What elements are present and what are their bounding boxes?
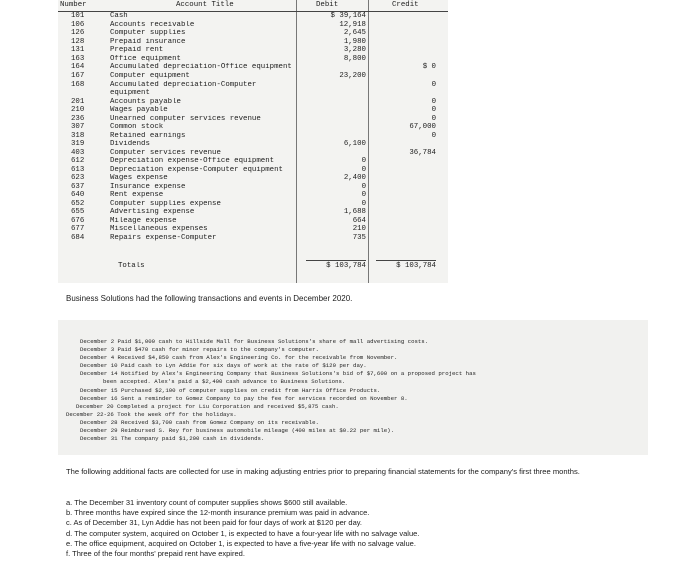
- account-number: 655: [71, 208, 85, 216]
- additional-fact: d. The computer system, acquired on October 1, is expected to have a four-year life with no salvage value.: [66, 528, 420, 538]
- account-title: Accounts payable: [110, 97, 181, 106]
- account-number: 613: [71, 165, 85, 174]
- account-number: 319: [71, 140, 85, 148]
- credit-amount: $ 0: [422, 63, 436, 71]
- transactions-title: Business Solutions had the following transactions and events in December 2020.: [66, 294, 353, 303]
- account-number: 637: [71, 182, 85, 191]
- debit-amount: 23,200: [339, 71, 366, 80]
- account-title: Miscellaneous expenses: [110, 225, 208, 233]
- transaction-line: December 29 Reimbursed S. Rey for business automobile mileage (400 miles at $0.22 per mile).: [80, 427, 395, 434]
- account-number: 131: [71, 46, 85, 54]
- credit-amount: 0: [431, 106, 436, 114]
- account-number: 201: [71, 97, 85, 106]
- transaction-line: December 16 Sent a reminder to Gomez Company to pay the fee for services recorded on November 8.: [80, 395, 408, 402]
- account-title: Insurance expense: [110, 182, 186, 191]
- debit-amount: 0: [361, 157, 366, 165]
- debit-amount: 6,100: [343, 140, 366, 148]
- account-title: Accumulated depreciation-Office equipment: [110, 63, 292, 71]
- account-number: 677: [71, 225, 85, 233]
- trial-balance-table: [58, 0, 448, 283]
- transaction-line: been accepted. Alex's paid a $2,400 cash advance to Business Solutions.: [103, 378, 346, 385]
- credit-amount: 36,784: [409, 148, 436, 157]
- account-number: 164: [71, 63, 85, 71]
- debit-amount: 2,400: [343, 174, 366, 182]
- debit-amount: 735: [352, 233, 366, 242]
- transaction-line: December 14 Notified by Alex's Engineering Company that Business Solutions's bid of $7,600 on a proposed project has: [80, 370, 476, 377]
- debit-amount: 12,918: [339, 20, 366, 29]
- account-title: Dividends: [110, 140, 150, 148]
- transaction-line: December 2 Paid $1,000 cash to Hillside Mall for Business Solutions's share of mall advertising costs.: [80, 338, 429, 345]
- account-number: 403: [71, 148, 85, 157]
- account-title: Advertising expense: [110, 208, 195, 216]
- account-number: 684: [71, 233, 85, 242]
- account-number: 307: [71, 123, 85, 131]
- additional-facts-intro: The following additional facts are collected for use in making adjusting entries prior to preparing financial statements for the company's first three months.: [66, 467, 580, 476]
- additional-fact: e. The office equipment, acquired on October 1, is expected to have a five-year life with no salvage value.: [66, 538, 416, 548]
- debit-amount: 3,280: [343, 46, 366, 54]
- transaction-line: December 3 Paid $470 cash for minor repairs to the company's computer.: [80, 346, 319, 353]
- debit-amount: 0: [361, 182, 366, 191]
- transaction-line: December 28 Received $3,700 cash from Gomez Company on its receivable.: [80, 419, 319, 426]
- account-title: Computer services revenue: [110, 148, 221, 157]
- credit-total-rule: [376, 260, 436, 261]
- account-title: Prepaid insurance: [110, 37, 186, 46]
- table-header: [58, 1, 448, 10]
- account-title: Common stock: [110, 123, 164, 131]
- credit-amount: 0: [431, 114, 436, 123]
- additional-fact: c. As of December 31, Lyn Addie has not been paid for four days of work at $120 per day.: [66, 518, 363, 528]
- header-credit: Credit: [392, 1, 419, 9]
- account-number: 106: [71, 20, 85, 29]
- account-number: 163: [71, 54, 85, 63]
- account-number: 236: [71, 114, 85, 123]
- table-row: [58, 262, 448, 271]
- account-title: Cash: [110, 12, 128, 20]
- account-title: equipment: [110, 89, 150, 97]
- account-number: 623: [71, 174, 85, 182]
- header-account-title: Account Title: [176, 1, 234, 9]
- account-title: Office equipment: [110, 54, 181, 63]
- table-row: [58, 234, 448, 243]
- additional-fact: f. Three of the four months' prepaid rent have expired.: [66, 549, 245, 559]
- account-title: Computer supplies expense: [110, 199, 221, 208]
- debit-amount: $ 39,164: [330, 12, 366, 20]
- account-title: Totals: [118, 262, 145, 270]
- header-debit: Debit: [316, 1, 339, 9]
- additional-facts-list: [66, 498, 419, 559]
- account-title: Depreciation expense-Computer equipment: [110, 165, 283, 174]
- account-number: 640: [71, 191, 85, 199]
- transaction-line: December 20 Completed a project for Liu Corporation and received $5,875 cash.: [76, 403, 339, 410]
- transaction-line: December 10 Paid cash to Lyn Addie for six days of work at the rate of $120 per day.: [80, 362, 367, 369]
- debit-amount: $ 103,784: [326, 262, 366, 270]
- account-title: Repairs expense-Computer: [110, 233, 217, 242]
- account-title: Retained earnings: [110, 131, 186, 140]
- account-number: 652: [71, 199, 85, 208]
- account-number: 612: [71, 157, 85, 165]
- account-title: Mileage expense: [110, 216, 177, 225]
- account-title: Computer supplies: [110, 29, 186, 37]
- transaction-line: December 31 The company paid $1,200 cash in dividends.: [80, 435, 265, 442]
- credit-amount: $ 103,784: [396, 262, 436, 270]
- transaction-line: December 15 Purchased $2,100 of computer supplies on credit from Harris Office Products.: [80, 387, 381, 394]
- debit-amount: 1,688: [343, 208, 366, 216]
- account-number: 210: [71, 106, 85, 114]
- debit-amount: 664: [352, 216, 366, 225]
- account-title: Unearned computer services revenue: [110, 114, 261, 123]
- account-number: 101: [71, 12, 85, 20]
- debit-amount: 1,980: [343, 37, 366, 46]
- account-number: 676: [71, 216, 85, 225]
- header-number: Number: [60, 1, 87, 9]
- transactions-photo: [58, 320, 648, 455]
- account-title: Prepaid rent: [110, 46, 164, 54]
- account-title: Accumulated depreciation-Computer: [110, 81, 257, 89]
- credit-amount: 0: [431, 131, 436, 140]
- account-title: Accounts receivable: [110, 20, 195, 29]
- account-number: 126: [71, 29, 85, 37]
- debit-amount: 2,645: [343, 29, 366, 37]
- account-number: 318: [71, 131, 85, 140]
- credit-amount: 0: [431, 97, 436, 106]
- credit-amount: 0: [431, 81, 436, 89]
- debit-amount: 0: [361, 199, 366, 208]
- debit-total-rule: [306, 260, 366, 261]
- additional-fact: b. Three months have expired since the 12-month insurance premium was paid in advance.: [66, 508, 370, 518]
- account-title: Wages payable: [110, 106, 168, 114]
- debit-amount: 0: [361, 165, 366, 174]
- account-number: 128: [71, 37, 85, 46]
- account-title: Computer equipment: [110, 71, 190, 80]
- credit-amount: 67,000: [409, 123, 436, 131]
- table-row: [58, 72, 448, 81]
- account-title: Wages expense: [110, 174, 168, 182]
- account-title: Depreciation expense-Office equipment: [110, 157, 275, 165]
- account-number: 168: [71, 81, 85, 89]
- debit-amount: 8,800: [343, 54, 366, 63]
- account-title: Rent expense: [110, 191, 164, 199]
- additional-fact: a. The December 31 inventory count of computer supplies shows $600 still available.: [66, 498, 348, 507]
- debit-amount: 210: [352, 225, 366, 233]
- debit-amount: 0: [361, 191, 366, 199]
- transaction-line: December 4 Received $4,850 cash from Alex's Engineering Co. for the receivable from November.: [80, 354, 398, 361]
- account-number: 167: [71, 71, 85, 80]
- transaction-line: December 22-26 Took the week off for the holidays.: [66, 411, 237, 418]
